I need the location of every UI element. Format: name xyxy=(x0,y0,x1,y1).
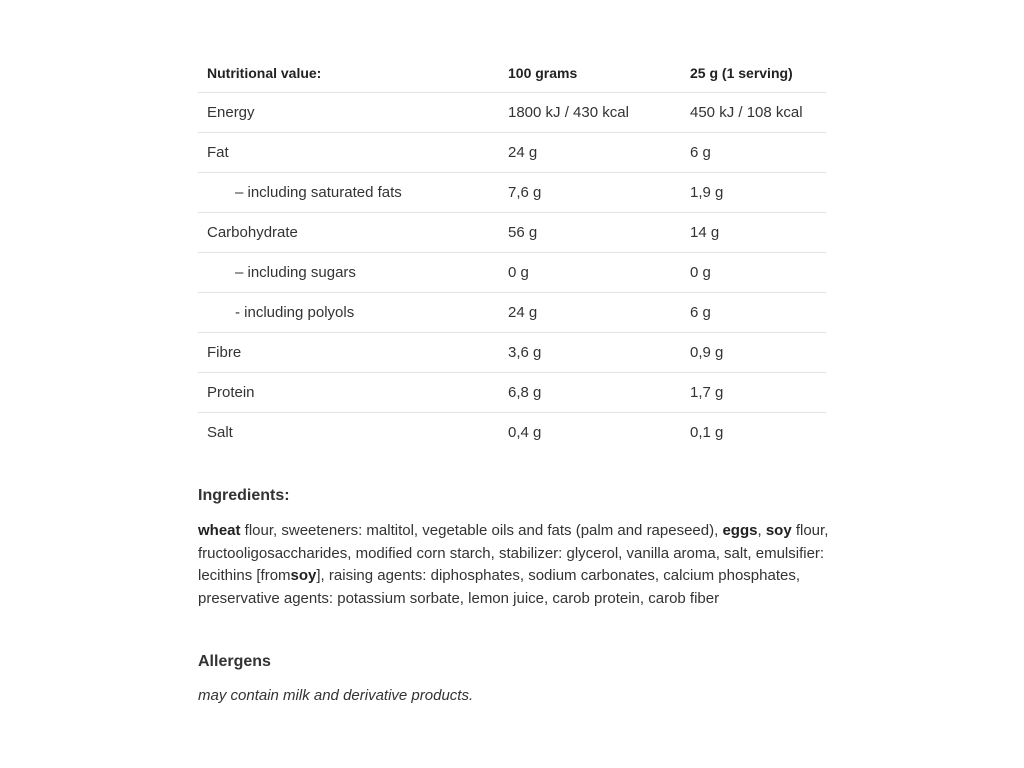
value-per-serving: 1,7 g xyxy=(690,373,826,413)
header-per-serving: 25 g (1 serving) xyxy=(690,53,826,93)
ingredient-text-segment: , xyxy=(757,522,766,539)
nutrition-row xyxy=(198,93,826,133)
ingredient-text-segment: flour, fructooligosaccharides, modified corn starch, stabilizer: glycerol, vanilla aroma, salt, emulsifier: lecithins [from xyxy=(198,522,829,584)
allergens-title: Allergens xyxy=(198,653,271,670)
value-per-100g: 24 g xyxy=(508,133,690,173)
nutrient-name: – including sugars xyxy=(198,253,508,293)
ingredients-text xyxy=(198,520,838,610)
nutrient-name: Carbohydrate xyxy=(198,213,508,253)
value-per-100g: 7,6 g xyxy=(508,173,690,213)
nutrient-name: Fat xyxy=(198,133,508,173)
allergen-highlight: wheat xyxy=(198,522,241,539)
nutrition-table xyxy=(198,53,826,452)
value-per-100g: 1800 kJ / 430 kcal xyxy=(508,93,690,133)
value-per-100g: 24 g xyxy=(508,293,690,333)
header-100-grams: 100 grams xyxy=(508,53,690,93)
value-per-100g: 0,4 g xyxy=(508,424,542,441)
value-per-serving: 6 g xyxy=(690,293,826,333)
value-per-serving: 0,1 g xyxy=(690,424,724,441)
value-per-100g: 0 g xyxy=(508,253,690,293)
nutrition-row xyxy=(198,133,826,173)
nutrition-row xyxy=(198,173,826,213)
nutrition-row xyxy=(198,333,826,373)
nutrition-table-body xyxy=(198,53,826,452)
value-per-serving: 14 g xyxy=(690,213,826,253)
nutrient-name: - including polyols xyxy=(198,293,508,333)
nutrient-name: Protein xyxy=(198,373,508,413)
nutrient-name: Salt xyxy=(207,424,233,441)
value-per-serving: 450 kJ / 108 kcal xyxy=(690,93,826,133)
nutrition-row xyxy=(198,413,826,453)
allergen-highlight: soy xyxy=(290,567,317,584)
allergen-highlight: soy xyxy=(765,522,792,539)
allergen-highlight: eggs xyxy=(722,522,758,539)
nutrient-name: – including saturated fats xyxy=(198,173,508,213)
value-per-serving: 1,9 g xyxy=(690,173,826,213)
nutrition-row xyxy=(198,373,826,413)
nutrition-row xyxy=(198,253,826,293)
value-per-serving: 0,9 g xyxy=(690,333,826,373)
ingredient-text-segment: ], raising agents: diphosphates, sodium carbonates, calcium phosphates, preservative agents: potassium sorbate, lemon juice, carob protein, carob fiber xyxy=(198,567,801,607)
value-per-100g: 56 g xyxy=(508,213,690,253)
value-per-serving: 0 g xyxy=(690,253,826,293)
nutrient-name: Energy xyxy=(198,93,508,133)
value-per-100g: 3,6 g xyxy=(508,333,690,373)
ingredients-title: Ingredients: xyxy=(198,487,290,504)
allergens-text: may contain milk and derivative products. xyxy=(198,687,474,704)
value-per-serving: 6 g xyxy=(690,133,826,173)
header-nutritional-value: Nutritional value: xyxy=(198,53,508,93)
nutrition-table-header xyxy=(198,53,826,93)
nutrition-row xyxy=(198,293,826,333)
nutrition-row xyxy=(198,213,826,253)
nutrient-name: Fibre xyxy=(198,333,508,373)
ingredient-text-segment: flour, sweeteners: maltitol, vegetable oils and fats (palm and rapeseed), xyxy=(240,522,723,539)
value-per-100g: 6,8 g xyxy=(508,373,690,413)
